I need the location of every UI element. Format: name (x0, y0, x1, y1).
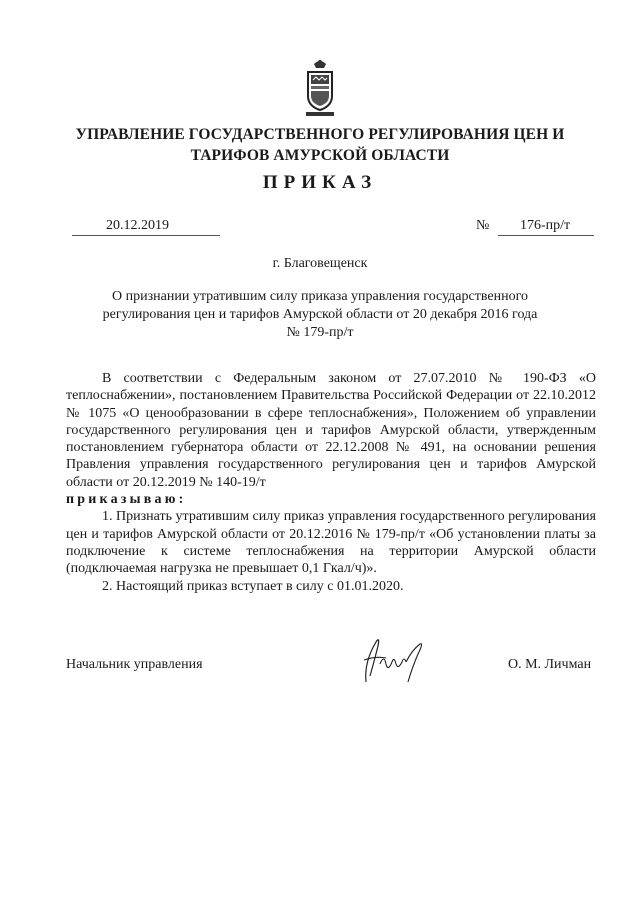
handwritten-signature (346, 632, 442, 688)
organization-line-1: УПРАВЛЕНИЕ ГОСУДАРСТВЕННОГО РЕГУЛИРОВАНИЯ ЦЕН И (75, 126, 565, 143)
organization-line-2: ТАРИФОВ АМУРСКОЙ ОБЛАСТИ (190, 147, 450, 164)
document-subject (84, 288, 556, 342)
coat-of-arms-emblem (302, 58, 338, 118)
organization-name (40, 124, 600, 166)
subject-line-2: регулирования цен и тарифов Амурской области от 20 декабря 2016 года (102, 307, 538, 322)
document-body (66, 370, 596, 595)
number-sign: № (476, 218, 490, 233)
order-item-1: 1. Признать утратившим силу приказ управления государственного регулирования цен и тарифов Амурской области от 20.12.2016 № 179-пр/т «Об установлении платы за подключение к системе теплоснабжения на территории Амурской области (подключаемая нагрузка не превышает 0,1 Гкал/ч)». (66, 509, 596, 577)
city: г. Благовещенск (272, 256, 368, 271)
order-item-2: 2. Настоящий приказ вступает в силу с 01.01.2020. (102, 578, 404, 594)
signatory-name: О. М. Личман (508, 657, 592, 672)
order-word: приказываю: (66, 492, 187, 508)
subject-line-3: № 179-пр/т (286, 325, 354, 340)
document-date: 20.12.2019 (106, 218, 169, 233)
signatory-title: Начальник управления (66, 657, 203, 672)
preamble-paragraph: В соответствии с Федеральным законом от 27.07.2010 № 190-ФЗ «О теплоснабжении», постановлением Правительства Российской Федерации от 22.10.2012 № 1075 «О ценообразовании в сфере теплоснабжения», Положением об управлении государственного регулирования цен и тарифов Амурской области, утвержденным постановлением губернатора области от 22.12.2008 № 491, на основании решения Правления управления государственного регулирования цен и тарифов Амурской области от 20.12.2019 № 140-19/т (66, 371, 596, 490)
document-number: 176-пр/т (520, 218, 571, 233)
subject-line-1: О признании утратившим силу приказа управления государственного (112, 289, 528, 304)
document-type: ПРИКАЗ (262, 172, 378, 193)
